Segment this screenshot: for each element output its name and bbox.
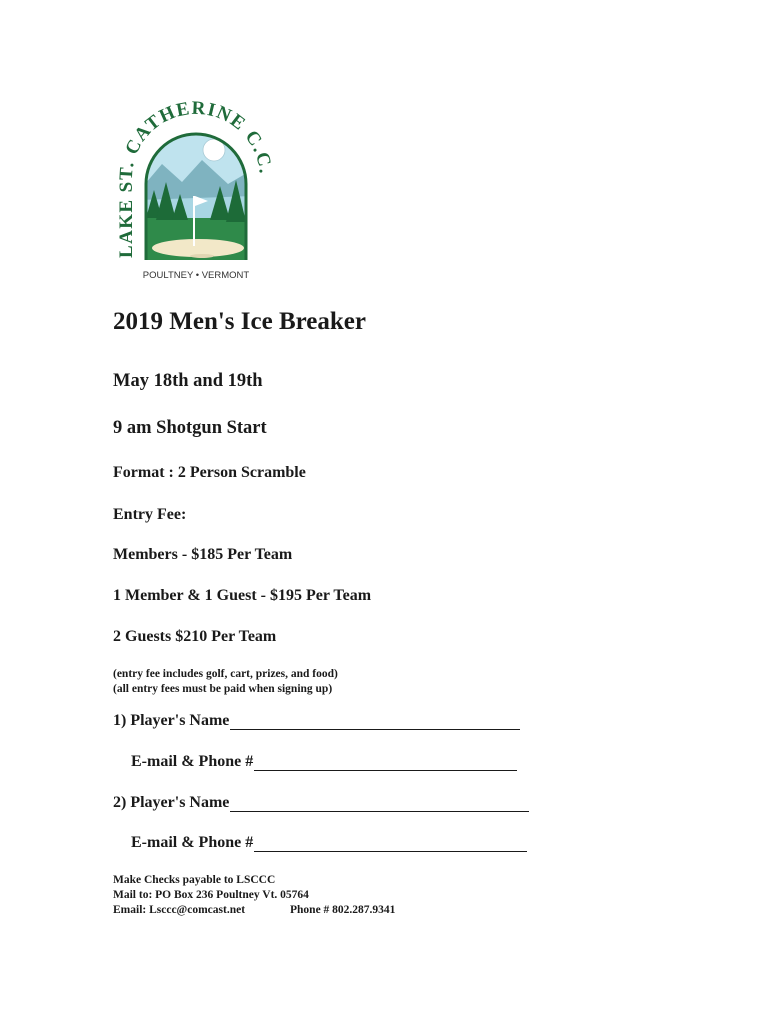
- footer-contact: [113, 904, 396, 916]
- player1-contact-blank[interactable]: [254, 756, 517, 771]
- footer-checks: Make Checks payable to LSCCC: [113, 874, 276, 886]
- golf-club-logo-icon: [110, 100, 282, 284]
- footer-email: Email: Lsccc@comcast.net: [113, 904, 246, 916]
- logo-subtext: POULTNEY • VERMONT: [142, 270, 250, 281]
- footer-mail: Mail to: PO Box 236 Poultney Vt. 05764: [113, 889, 309, 901]
- player2-contact-field[interactable]: [131, 834, 527, 852]
- player1-contact-label: E-mail & Phone #: [131, 753, 254, 770]
- fee-member-guest: 1 Member & 1 Guest - $195 Per Team: [113, 587, 372, 604]
- player1-name-label: 1) Player's Name: [113, 712, 230, 729]
- player2-contact-label: E-mail & Phone #: [131, 834, 254, 851]
- start-time: 9 am Shotgun Start: [113, 418, 267, 438]
- player1-name-field[interactable]: [113, 712, 520, 730]
- event-dates: May 18th and 19th: [113, 371, 263, 391]
- fee-guests: 2 Guests $210 Per Team: [113, 628, 277, 645]
- entry-fee-label: Entry Fee:: [113, 506, 187, 523]
- footer-phone: Phone # 802.287.9341: [290, 904, 396, 916]
- player2-name-field[interactable]: [113, 794, 529, 812]
- player2-name-label: 2) Player's Name: [113, 794, 230, 811]
- player1-name-blank[interactable]: [230, 715, 520, 730]
- fee-note-payment: (all entry fees must be paid when signing up): [113, 683, 333, 695]
- page-title: 2019 Men's Ice Breaker: [113, 308, 366, 335]
- player2-name-blank[interactable]: [230, 797, 529, 812]
- event-format: Format : 2 Person Scramble: [113, 464, 306, 481]
- player2-contact-blank[interactable]: [254, 837, 527, 852]
- logo-arc-text: LAKE ST. CATHERINE C.C.: [115, 100, 276, 258]
- player1-contact-field[interactable]: [131, 753, 517, 771]
- fee-members: Members - $185 Per Team: [113, 546, 293, 563]
- fee-note-includes: (entry fee includes golf, cart, prizes, and food): [113, 668, 338, 680]
